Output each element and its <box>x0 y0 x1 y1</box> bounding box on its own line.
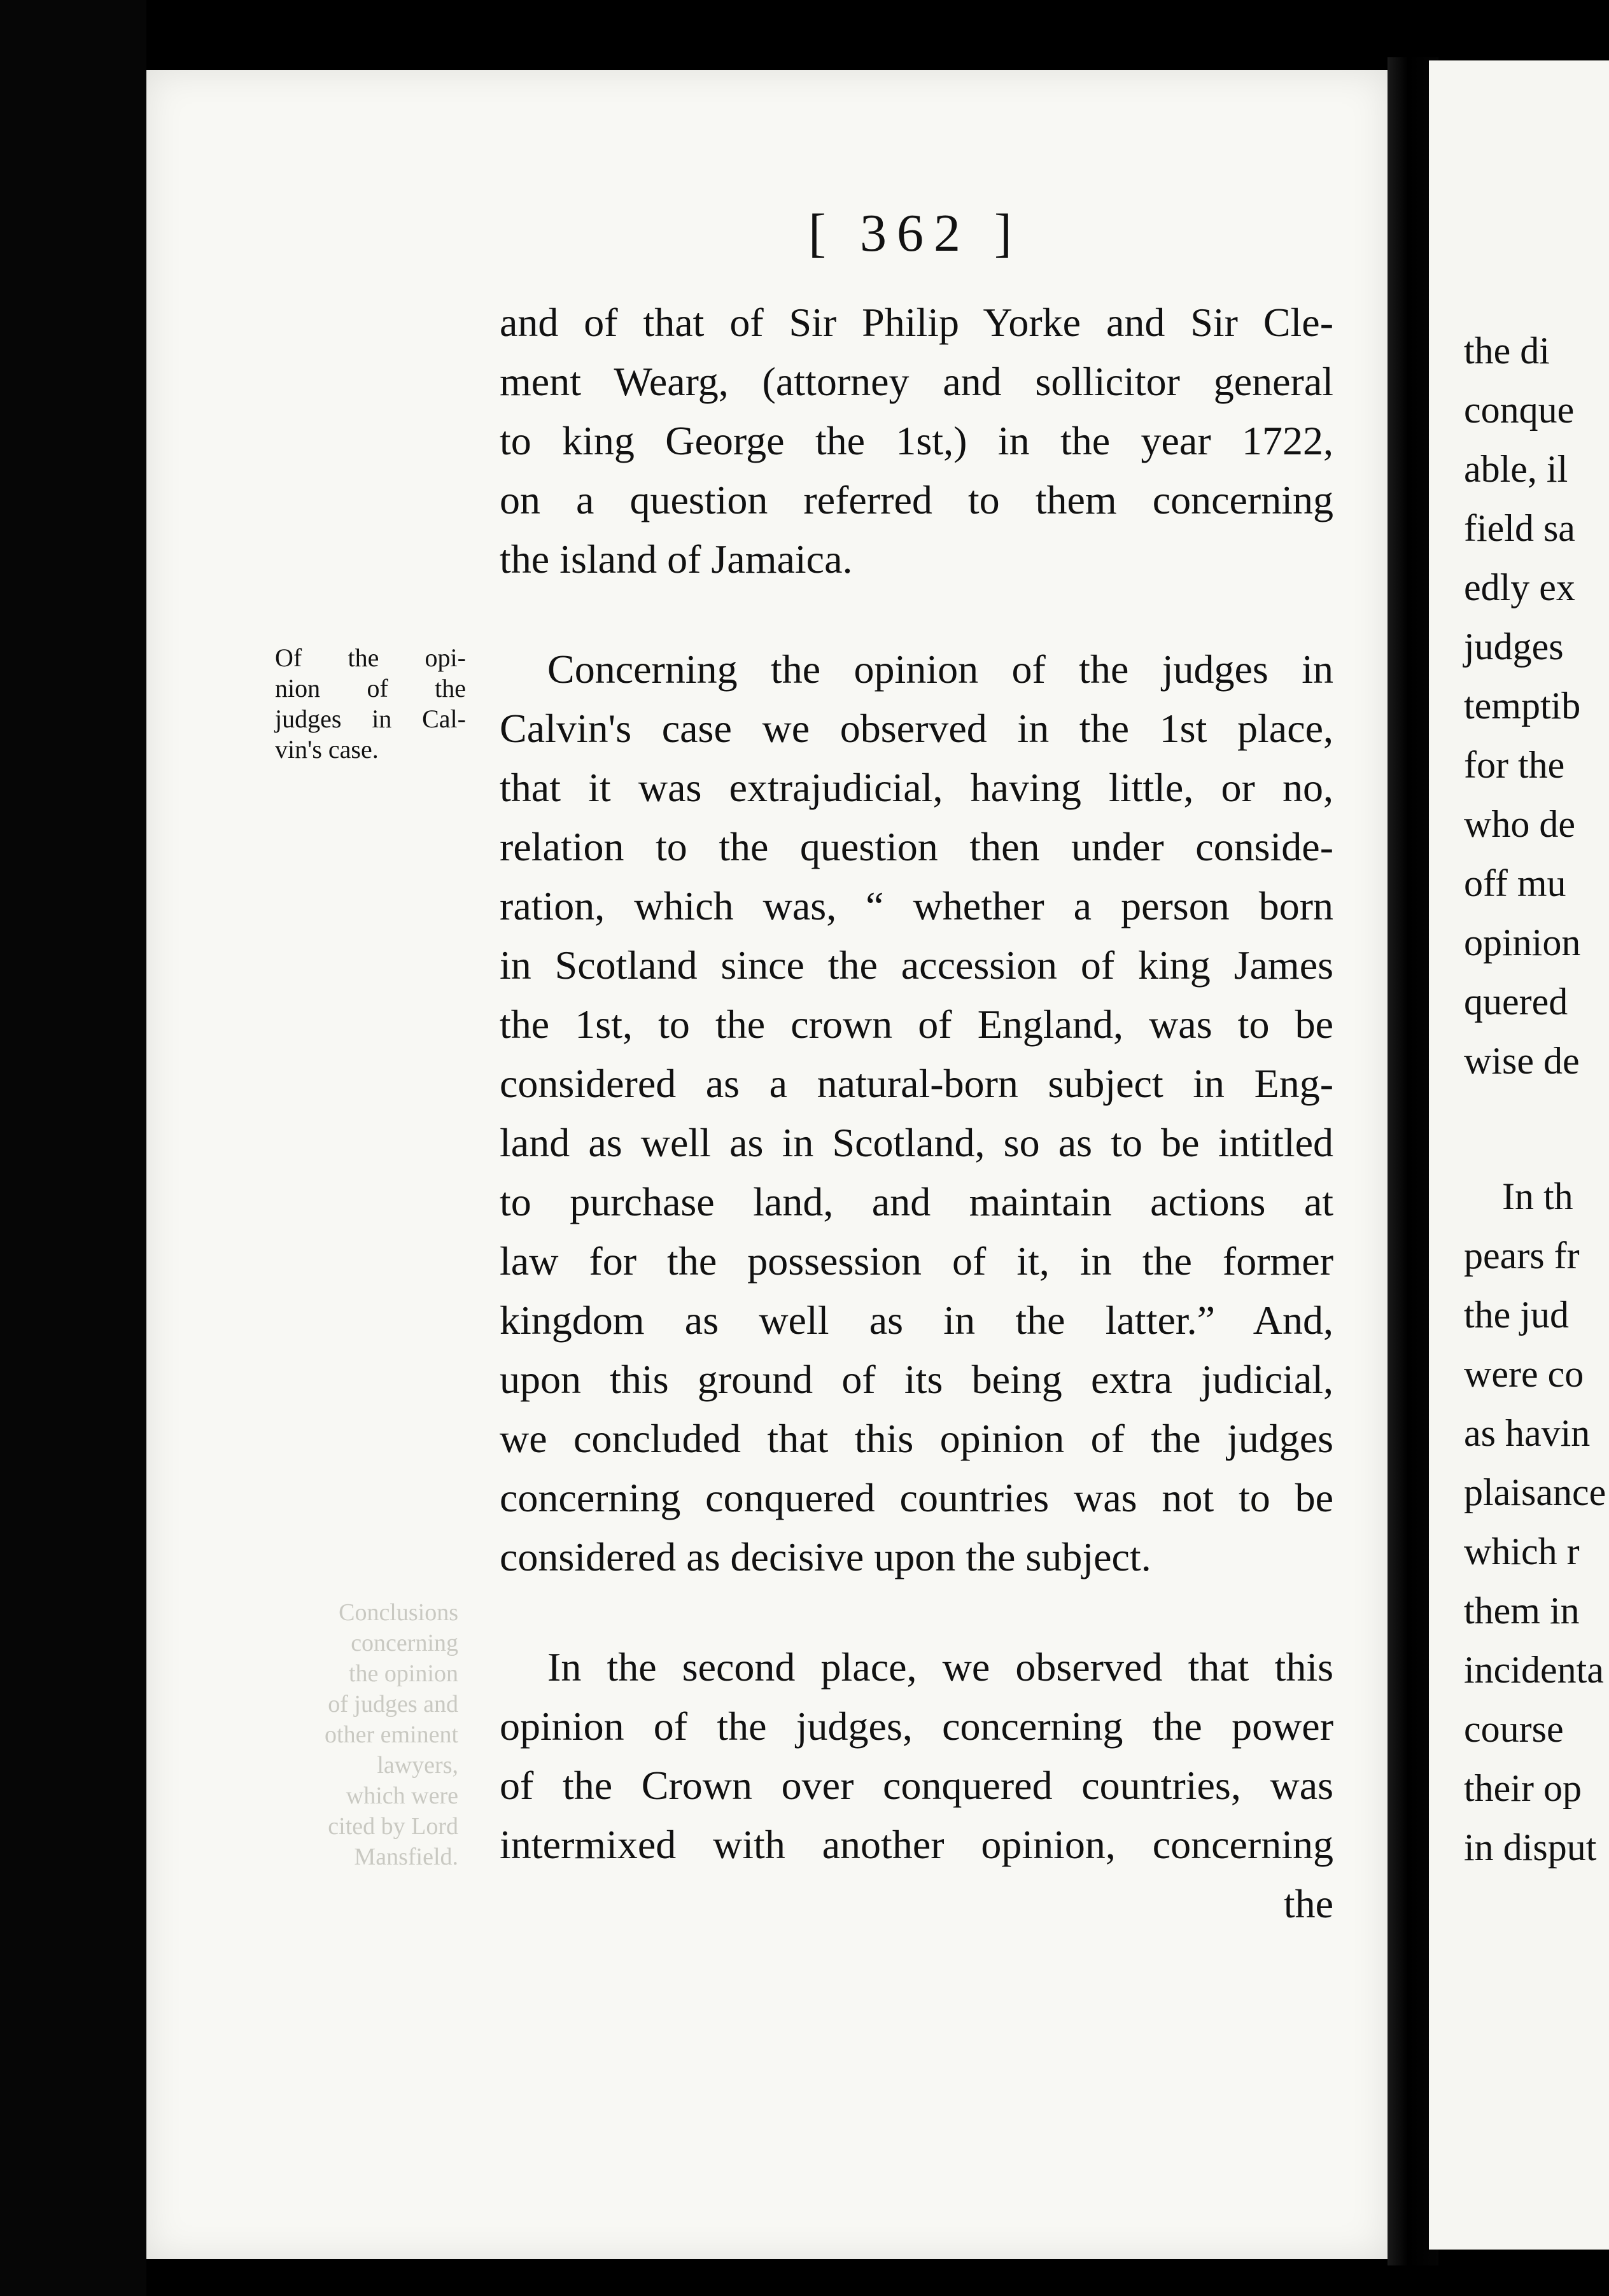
paragraph-gap <box>500 589 1333 640</box>
facing-text-line: off mu <box>1464 862 1566 904</box>
facing-text-line: them in <box>1464 1590 1580 1632</box>
text-line: considered as a natural-born subject in Eng- <box>500 1061 1333 1106</box>
margin-note-line: vin's case. <box>275 735 379 764</box>
facing-text-line: incidenta <box>1464 1649 1604 1691</box>
text-line: of the Crown over conquered countries, was <box>500 1763 1333 1808</box>
text-line: in Scotland since the accession of king James <box>500 942 1333 988</box>
facing-text-line: temptib <box>1464 685 1581 727</box>
text-line: concerning conquered countries was not to be <box>500 1475 1333 1520</box>
body-text <box>500 293 1333 1933</box>
text-line: that it was extrajudicial, having little, or no, <box>500 765 1333 810</box>
facing-text-line: judges <box>1464 626 1564 668</box>
facing-text-line: conque <box>1464 389 1575 431</box>
margin-note-line: nion of the <box>275 674 466 703</box>
facing-text-line: wise de <box>1464 1040 1580 1082</box>
show-through-line: of judges and <box>328 1691 458 1718</box>
text-line: and of that of Sir Philip Yorke and Sir Cle- <box>500 300 1333 345</box>
show-through-line: cited by Lord <box>328 1813 458 1840</box>
facing-text-line: as havin <box>1464 1412 1591 1454</box>
text-line: ment Wearg, (attorney and sollicitor general <box>500 359 1333 404</box>
facing-text-line: in disput <box>1464 1826 1597 1868</box>
text-line: In the second place, we observed that this <box>547 1644 1333 1690</box>
facing-text-line: the jud <box>1464 1294 1569 1336</box>
text-line: intermixed with another opinion, concerning <box>500 1822 1333 1867</box>
facing-text-line: field sa <box>1464 507 1575 549</box>
facing-text-line: plaisance <box>1464 1471 1606 1513</box>
text-line: kingdom as well as in the latter.” And, <box>500 1298 1333 1343</box>
facing-text-line: able, il <box>1464 448 1568 490</box>
facing-text-line: pears fr <box>1464 1235 1580 1277</box>
facing-text-line: course <box>1464 1708 1564 1750</box>
catchword: the <box>1283 1881 1333 1926</box>
margin-note <box>275 643 466 765</box>
facing-text-line: opinion <box>1464 921 1581 963</box>
text-line: the 1st, to the crown of England, was to be <box>500 1002 1333 1047</box>
show-through-line: Conclusions <box>339 1599 458 1626</box>
paragraph-gap <box>500 1586 1333 1637</box>
margin-note-line: Of the opi- <box>275 643 466 672</box>
text-line: upon this ground of its being extra judicial, <box>500 1357 1333 1402</box>
margin-note-line: judges in Cal- <box>275 704 466 733</box>
show-through-line: lawyers, <box>377 1752 458 1779</box>
facing-text-line: were co <box>1464 1353 1584 1395</box>
text-line: we concluded that this opinion of the judges <box>500 1416 1333 1461</box>
text-line: to king George the 1st,) in the year 1722, <box>500 418 1333 463</box>
text-line: to purchase land, and maintain actions at <box>500 1179 1333 1224</box>
text-line: Concerning the opinion of the judges in <box>547 647 1333 692</box>
show-through-text <box>267 1597 458 1872</box>
text-line: Calvin's case we observed in the 1st place, <box>500 706 1333 751</box>
page-header: [ 362 ] <box>808 204 1022 263</box>
facing-text-line: which r <box>1464 1530 1580 1572</box>
facing-text-line: quered <box>1464 981 1568 1023</box>
text-line: on a question referred to them concerning <box>500 477 1333 522</box>
text-line: considered as decisive upon the subject. <box>500 1534 1151 1579</box>
show-through-line: other eminent <box>325 1721 458 1748</box>
facing-text-line: the di <box>1464 330 1550 372</box>
facing-text-line: who de <box>1464 803 1575 845</box>
text-line: ration, which was, “ whether a person born <box>500 883 1333 928</box>
facing-text-line: In th <box>1502 1175 1573 1217</box>
text-line: the island of Jamaica. <box>500 536 853 582</box>
facing-text-line: for the <box>1464 744 1565 786</box>
text-line: law for the possession of it, in the former <box>500 1238 1333 1284</box>
show-through-line: Mansfield. <box>354 1844 458 1870</box>
text-line: land as well as in Scotland, so as to be intitled <box>500 1120 1333 1165</box>
text-line: opinion of the judges, concerning the power <box>500 1704 1333 1749</box>
facing-text-line: edly ex <box>1464 566 1575 608</box>
facing-page-text <box>1464 321 1606 1877</box>
facing-text-line: their op <box>1464 1767 1582 1809</box>
scan-background <box>0 0 146 2296</box>
text-line: relation to the question then under conside- <box>500 824 1333 869</box>
paragraph-gap <box>1464 1091 1606 1167</box>
show-through-line: the opinion <box>348 1660 458 1687</box>
show-through-line: which were <box>346 1782 458 1809</box>
show-through-line: concerning <box>351 1630 458 1656</box>
